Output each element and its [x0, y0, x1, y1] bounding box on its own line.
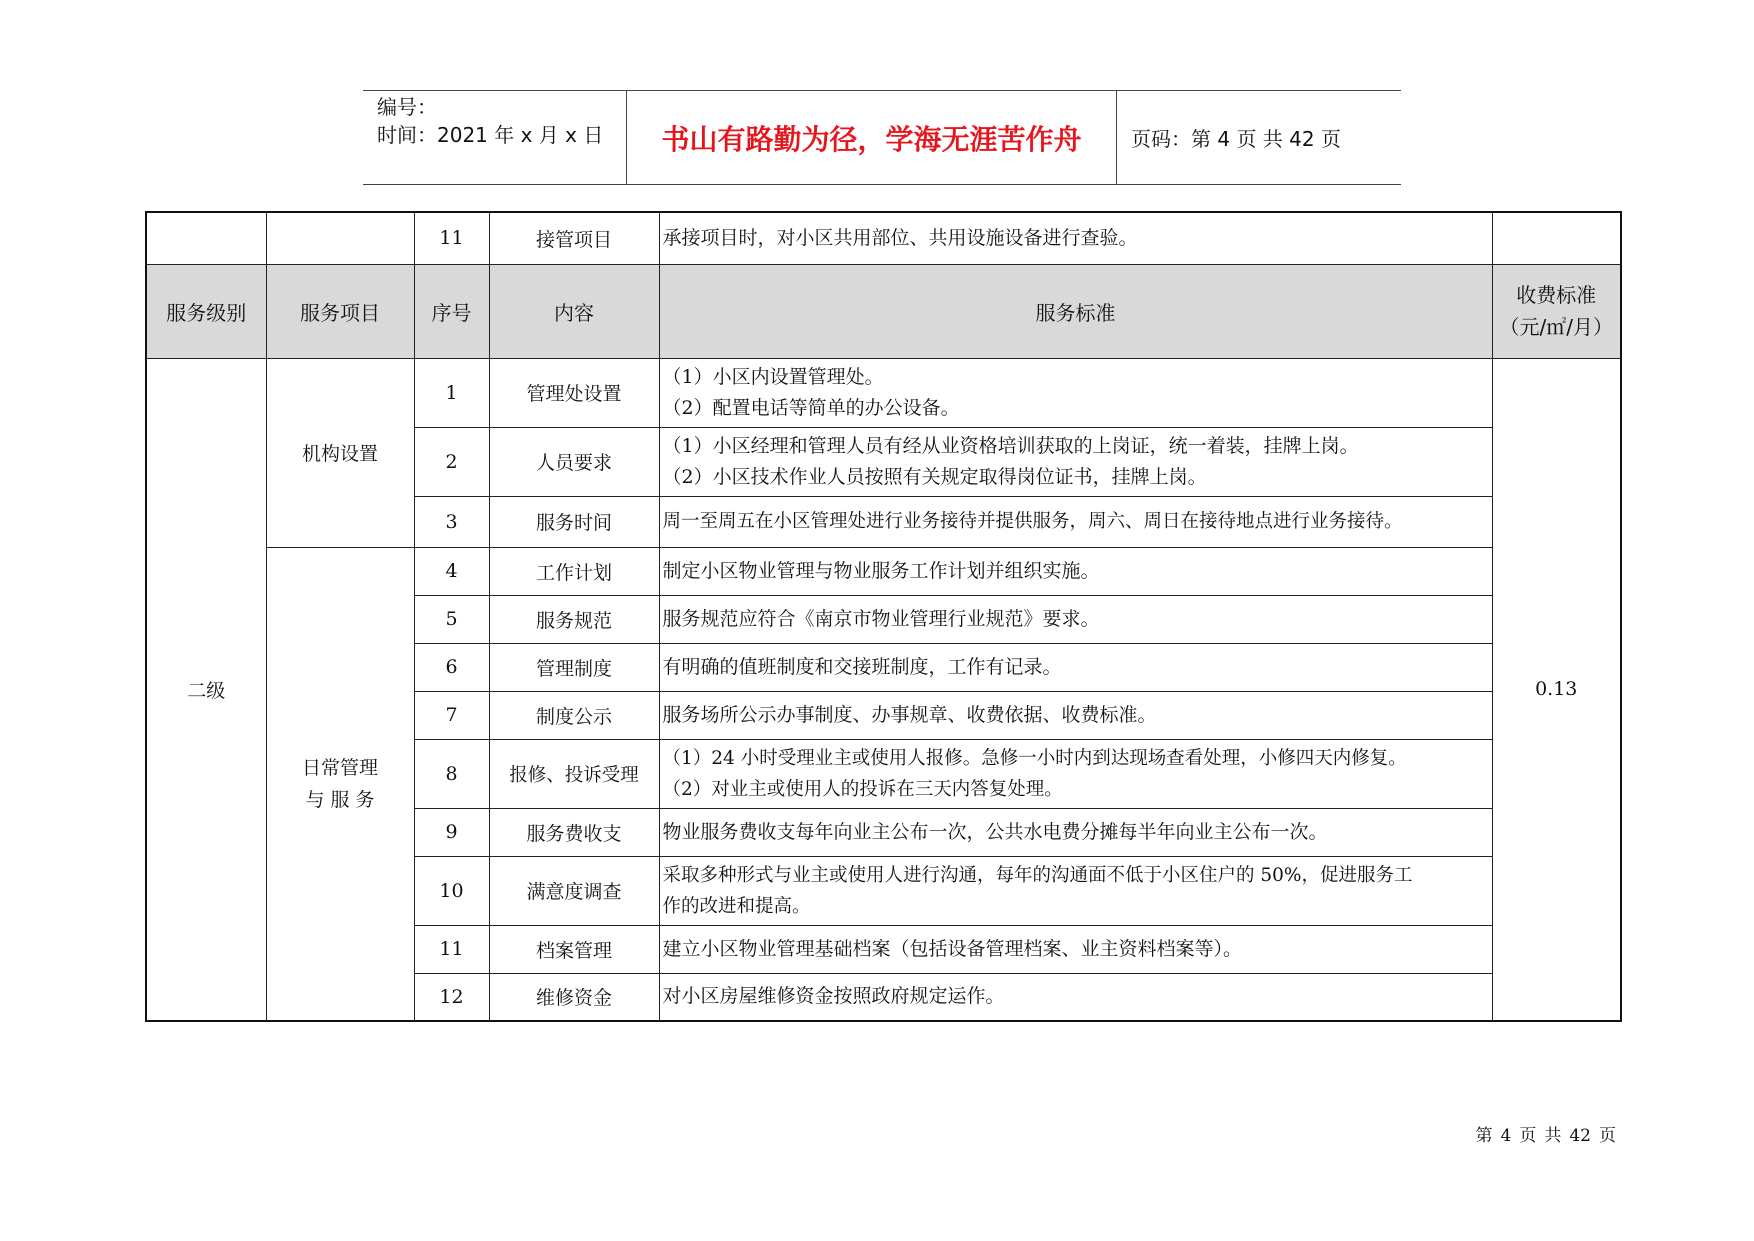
service-standard-table	[145, 211, 1622, 1022]
standard-line: （2）小区技术作业人员按照有关规定取得岗位证书，挂牌上岗。	[662, 465, 1207, 488]
row-content: 制度公示	[489, 691, 659, 739]
header-fee	[1492, 264, 1621, 358]
header-fee-line2: （元/㎡/月）	[1499, 315, 1613, 339]
footer-total-pages: 42	[1569, 1126, 1591, 1146]
row-standard: 制定小区物业管理与物业服务工作计划并组织实施。	[659, 547, 1492, 595]
table-row	[146, 358, 1621, 427]
row-standard: 周一至周五在小区管理处进行业务接待并提供服务，周六、周日在接待地点进行业务接待。	[659, 496, 1492, 547]
row-content: 服务时间	[489, 496, 659, 547]
group-line: 日常管理	[301, 756, 378, 779]
empty-cell	[266, 212, 414, 264]
row-standard	[659, 427, 1492, 496]
row-content: 维修资金	[489, 973, 659, 1021]
header-standard: 服务标准	[659, 264, 1492, 358]
row-number: 5	[414, 595, 489, 643]
footer-current-page: 4	[1500, 1126, 1512, 1146]
row-content: 接管项目	[489, 212, 659, 264]
header-meta	[363, 91, 627, 184]
row-content: 服务费收支	[489, 808, 659, 856]
group-line: 与 服 务	[305, 788, 375, 811]
row-content: 人员要求	[489, 427, 659, 496]
footer-text: 页	[1519, 1126, 1537, 1146]
group-org-setup: 机构设置	[266, 358, 414, 547]
row-standard: 服务场所公示办事制度、办事规章、收费依据、收费标准。	[659, 691, 1492, 739]
service-level: 二级	[146, 358, 266, 1021]
row-standard: 有明确的值班制度和交接班制度，工作有记录。	[659, 643, 1492, 691]
row-content: 工作计划	[489, 547, 659, 595]
row-standard: 物业服务费收支每年向业主公布一次，公共水电费分摊每半年向业主公布一次。	[659, 808, 1492, 856]
header-item: 服务项目	[266, 264, 414, 358]
footer-text: 共	[1544, 1126, 1562, 1146]
row-number: 11	[414, 925, 489, 973]
empty-cell	[146, 212, 266, 264]
row-standard	[659, 739, 1492, 808]
standard-line: （1）小区经理和管理人员有经从业资格培训获取的上岗证，统一着装，挂牌上岗。	[662, 434, 1359, 457]
header-fee-line1: 收费标准	[1516, 283, 1597, 307]
row-number: 4	[414, 547, 489, 595]
row-number: 2	[414, 427, 489, 496]
row-standard: 服务规范应符合《南京市物业管理行业规范》要求。	[659, 595, 1492, 643]
row-standard: 承接项目时，对小区共用部位、共用设施设备进行查验。	[659, 212, 1492, 264]
table-row	[146, 547, 1621, 595]
row-standard: 对小区房屋维修资金按照政府规定运作。	[659, 973, 1492, 1021]
row-number: 10	[414, 856, 489, 925]
footer-text: 页	[1599, 1126, 1616, 1146]
row-number: 11	[414, 212, 489, 264]
row-content: 服务规范	[489, 595, 659, 643]
row-number: 9	[414, 808, 489, 856]
page-footer-number	[1472, 1121, 1620, 1146]
footer-text: 第	[1475, 1126, 1493, 1146]
row-content: 管理制度	[489, 643, 659, 691]
document-number: 编号：	[377, 95, 437, 119]
header-page-code: 页码：第 4 页 共 42 页	[1131, 127, 1341, 151]
document-date: 时间：2021 年 x 月 x 日	[377, 123, 604, 147]
standard-line: （2）配置电话等简单的办公设备。	[662, 396, 960, 419]
row-standard	[659, 358, 1492, 427]
standard-line: （2）对业主或使用人的投诉在三天内答复处理。	[662, 778, 1063, 800]
row-content: 满意度调查	[489, 856, 659, 925]
row-number: 12	[414, 973, 489, 1021]
row-number: 6	[414, 643, 489, 691]
group-daily-management	[266, 547, 414, 1021]
header-content: 内容	[489, 264, 659, 358]
row-content: 报修、投诉受理	[489, 739, 659, 808]
table-row	[146, 212, 1621, 264]
row-standard: 建立小区物业管理基础档案（包括设备管理档案、业主资料档案等）。	[659, 925, 1492, 973]
standard-line: 采取多种形式与业主或使用人进行沟通，每年的沟通面不低于小区住户的 50%，促进服务工	[662, 864, 1413, 886]
standard-line: 作的改进和提高。	[662, 895, 811, 917]
table-header-row	[146, 264, 1621, 358]
row-content: 管理处设置	[489, 358, 659, 427]
fee-value: 0.13	[1492, 358, 1621, 1021]
row-content: 档案管理	[489, 925, 659, 973]
header-motto: 书山有路勤为径，学海无涯苦作舟	[627, 91, 1117, 184]
page-header	[363, 90, 1401, 185]
standard-line: （1）24 小时受理业主或使用人报修。急修一小时内到达现场查看处理，小修四天内修复。	[662, 747, 1407, 769]
row-number: 3	[414, 496, 489, 547]
row-number: 7	[414, 691, 489, 739]
row-standard	[659, 856, 1492, 925]
empty-cell	[1492, 212, 1621, 264]
row-number: 8	[414, 739, 489, 808]
row-number: 1	[414, 358, 489, 427]
standard-line: （1）小区内设置管理处。	[662, 365, 884, 388]
header-no: 序号	[414, 264, 489, 358]
header-level: 服务级别	[146, 264, 266, 358]
